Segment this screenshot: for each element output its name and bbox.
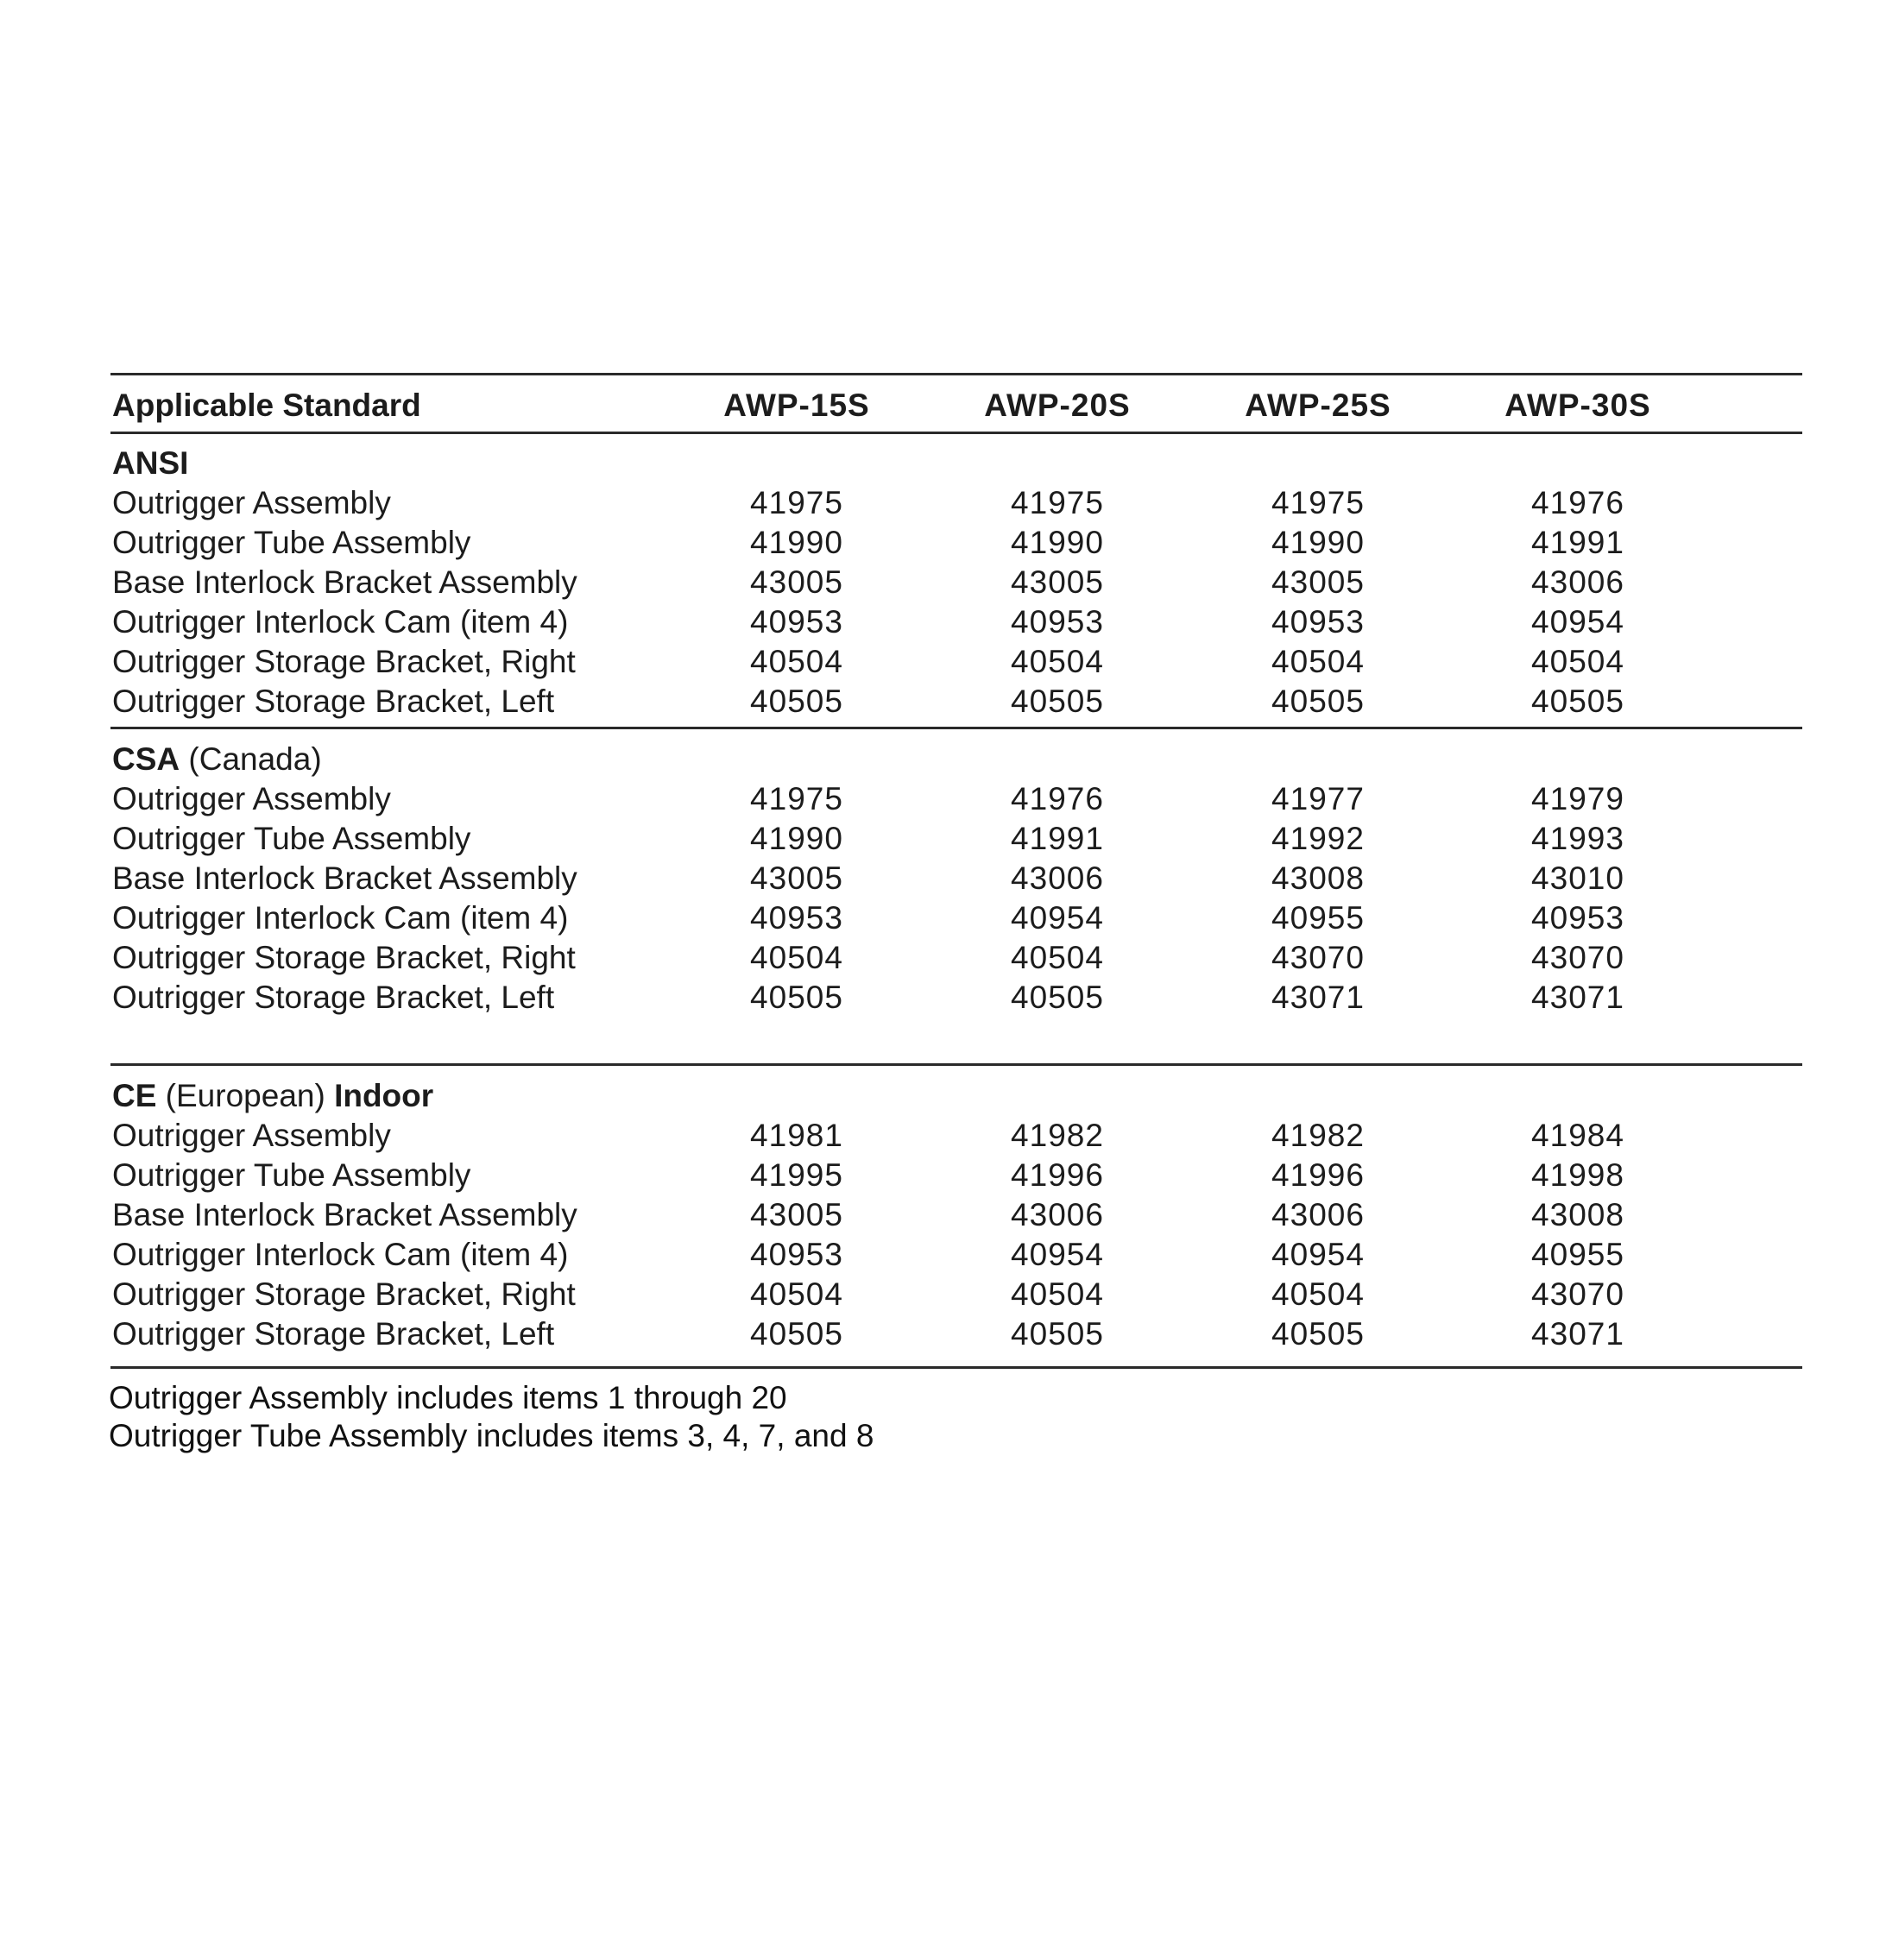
part-number: 40953 — [1531, 900, 1624, 936]
part-number: 41991 — [1011, 821, 1104, 856]
part-number: 40954 — [1271, 1237, 1365, 1272]
table-row — [0, 859, 1886, 898]
part-number: 40504 — [1531, 644, 1624, 679]
table-row — [0, 1116, 1886, 1156]
part-number: 41990 — [1271, 525, 1365, 560]
part-number: 43006 — [1011, 1197, 1104, 1232]
part-number: 41991 — [1531, 525, 1624, 560]
part-number: 41975 — [750, 485, 843, 520]
row-label: Outrigger Assembly — [112, 1118, 391, 1153]
section-divider-rule — [110, 1063, 1802, 1066]
part-number: 41996 — [1271, 1157, 1365, 1193]
table-row — [0, 938, 1886, 978]
part-number: 41982 — [1011, 1118, 1104, 1153]
table-row — [0, 819, 1886, 859]
row-label: Outrigger Interlock Cam (item 4) — [112, 604, 569, 640]
row-label: Outrigger Assembly — [112, 781, 391, 816]
part-number: 43071 — [1531, 980, 1624, 1015]
section-title-qualifier: (Canada) — [180, 741, 322, 777]
part-number: 41995 — [750, 1157, 843, 1193]
part-number: 40505 — [1271, 1316, 1365, 1352]
part-number: 40505 — [750, 980, 843, 1015]
part-number: 43006 — [1011, 860, 1104, 896]
part-number: 43071 — [1271, 980, 1365, 1015]
part-number: 41990 — [750, 525, 843, 560]
row-label: Outrigger Tube Assembly — [112, 821, 471, 856]
part-number: 40953 — [750, 900, 843, 936]
row-label: Outrigger Storage Bracket, Left — [112, 684, 555, 719]
row-label: Base Interlock Bracket Assembly — [112, 564, 577, 600]
part-number: 41977 — [1271, 781, 1365, 816]
table-row — [0, 1235, 1886, 1275]
table-row — [0, 1275, 1886, 1314]
table-row — [0, 1195, 1886, 1235]
section-divider-rule — [110, 727, 1802, 729]
section-title-bold: CE — [112, 1078, 157, 1113]
table-row — [0, 523, 1886, 563]
header-bottom-rule — [110, 432, 1802, 434]
table-row — [0, 682, 1886, 722]
footnote: Outrigger Assembly includes items 1 through 20 — [109, 1380, 787, 1415]
part-number: 40954 — [1531, 604, 1624, 640]
part-number: 40505 — [750, 1316, 843, 1352]
part-number: 41992 — [1271, 821, 1365, 856]
part-number: 40504 — [1011, 1276, 1104, 1312]
table-top-rule — [110, 373, 1802, 375]
part-number: 43005 — [1011, 564, 1104, 600]
row-label: Outrigger Interlock Cam (item 4) — [112, 900, 569, 936]
part-number: 40504 — [1011, 940, 1104, 975]
row-label: Outrigger Storage Bracket, Left — [112, 980, 555, 1015]
table-header-row — [0, 386, 1886, 425]
table-row — [0, 1314, 1886, 1354]
section-title-csa — [112, 740, 322, 779]
part-number: 40505 — [750, 684, 843, 719]
part-number: 41984 — [1531, 1118, 1624, 1153]
header-standard: Applicable Standard — [112, 388, 421, 423]
row-label: Outrigger Tube Assembly — [112, 1157, 471, 1193]
row-label: Outrigger Storage Bracket, Right — [112, 940, 576, 975]
part-number: 40953 — [750, 604, 843, 640]
part-number: 40505 — [1011, 980, 1104, 1015]
row-label: Outrigger Storage Bracket, Right — [112, 644, 576, 679]
header-model-awp-30s: AWP-30S — [1504, 388, 1651, 423]
part-number: 40504 — [750, 940, 843, 975]
part-number: 40504 — [750, 644, 843, 679]
part-number: 40504 — [1011, 644, 1104, 679]
part-number: 40504 — [1271, 644, 1365, 679]
part-number: 41990 — [750, 821, 843, 856]
part-number: 40505 — [1011, 1316, 1104, 1352]
part-number: 40955 — [1271, 900, 1365, 936]
part-number: 40953 — [1011, 604, 1104, 640]
part-number: 41975 — [1271, 485, 1365, 520]
part-number: 43005 — [750, 860, 843, 896]
part-number: 41976 — [1011, 781, 1104, 816]
table-row — [0, 1156, 1886, 1195]
row-label: Base Interlock Bracket Assembly — [112, 1197, 577, 1232]
part-number: 40953 — [750, 1237, 843, 1272]
section-title-ansi — [112, 444, 188, 483]
part-number: 43005 — [750, 564, 843, 600]
part-number: 40505 — [1271, 684, 1365, 719]
part-number: 40504 — [1271, 1276, 1365, 1312]
section-title-bold: CSA — [112, 741, 180, 777]
footnote: Outrigger Tube Assembly includes items 3, 4, 7, and 8 — [109, 1418, 874, 1453]
section-title-bold-suffix: Indoor — [334, 1078, 434, 1113]
part-number: 43071 — [1531, 1316, 1624, 1352]
part-number: 41993 — [1531, 821, 1624, 856]
row-label: Outrigger Tube Assembly — [112, 525, 471, 560]
part-number: 43010 — [1531, 860, 1624, 896]
part-number: 43006 — [1271, 1197, 1365, 1232]
part-number: 41998 — [1531, 1157, 1624, 1193]
part-number: 41976 — [1531, 485, 1624, 520]
part-number: 43005 — [1271, 564, 1365, 600]
part-number: 43006 — [1531, 564, 1624, 600]
table-row — [0, 779, 1886, 819]
section-title-bold: ANSI — [112, 445, 189, 481]
part-number: 41975 — [1011, 485, 1104, 520]
header-model-awp-15s: AWP-15S — [723, 388, 870, 423]
row-label: Base Interlock Bracket Assembly — [112, 860, 577, 896]
header-model-awp-20s: AWP-20S — [984, 388, 1131, 423]
table-row — [0, 483, 1886, 523]
table-row — [0, 642, 1886, 682]
part-number: 43005 — [750, 1197, 843, 1232]
part-number: 40955 — [1531, 1237, 1624, 1272]
row-label: Outrigger Storage Bracket, Left — [112, 1316, 555, 1352]
section-title-qualifier: (European) — [156, 1078, 335, 1113]
part-number: 41981 — [750, 1118, 843, 1153]
footnotes — [109, 1379, 874, 1455]
row-label: Outrigger Storage Bracket, Right — [112, 1276, 576, 1312]
part-number: 43070 — [1531, 1276, 1624, 1312]
part-number: 41979 — [1531, 781, 1624, 816]
header-model-awp-25s: AWP-25S — [1245, 388, 1391, 423]
table-bottom-rule — [110, 1366, 1802, 1369]
table-row — [0, 563, 1886, 602]
part-number: 40954 — [1011, 1237, 1104, 1272]
part-number: 40505 — [1531, 684, 1624, 719]
part-number: 43070 — [1531, 940, 1624, 975]
part-number: 40505 — [1011, 684, 1104, 719]
part-number: 40504 — [750, 1276, 843, 1312]
part-number: 43008 — [1271, 860, 1365, 896]
section-title-ce — [112, 1076, 433, 1116]
part-number: 41990 — [1011, 525, 1104, 560]
part-number: 41982 — [1271, 1118, 1365, 1153]
row-label: Outrigger Assembly — [112, 485, 391, 520]
part-number: 40954 — [1011, 900, 1104, 936]
table-row — [0, 898, 1886, 938]
part-number: 41996 — [1011, 1157, 1104, 1193]
part-number: 40953 — [1271, 604, 1365, 640]
part-number: 43008 — [1531, 1197, 1624, 1232]
part-number: 41975 — [750, 781, 843, 816]
table-row — [0, 602, 1886, 642]
row-label: Outrigger Interlock Cam (item 4) — [112, 1237, 569, 1272]
part-number: 43070 — [1271, 940, 1365, 975]
table-row — [0, 978, 1886, 1018]
